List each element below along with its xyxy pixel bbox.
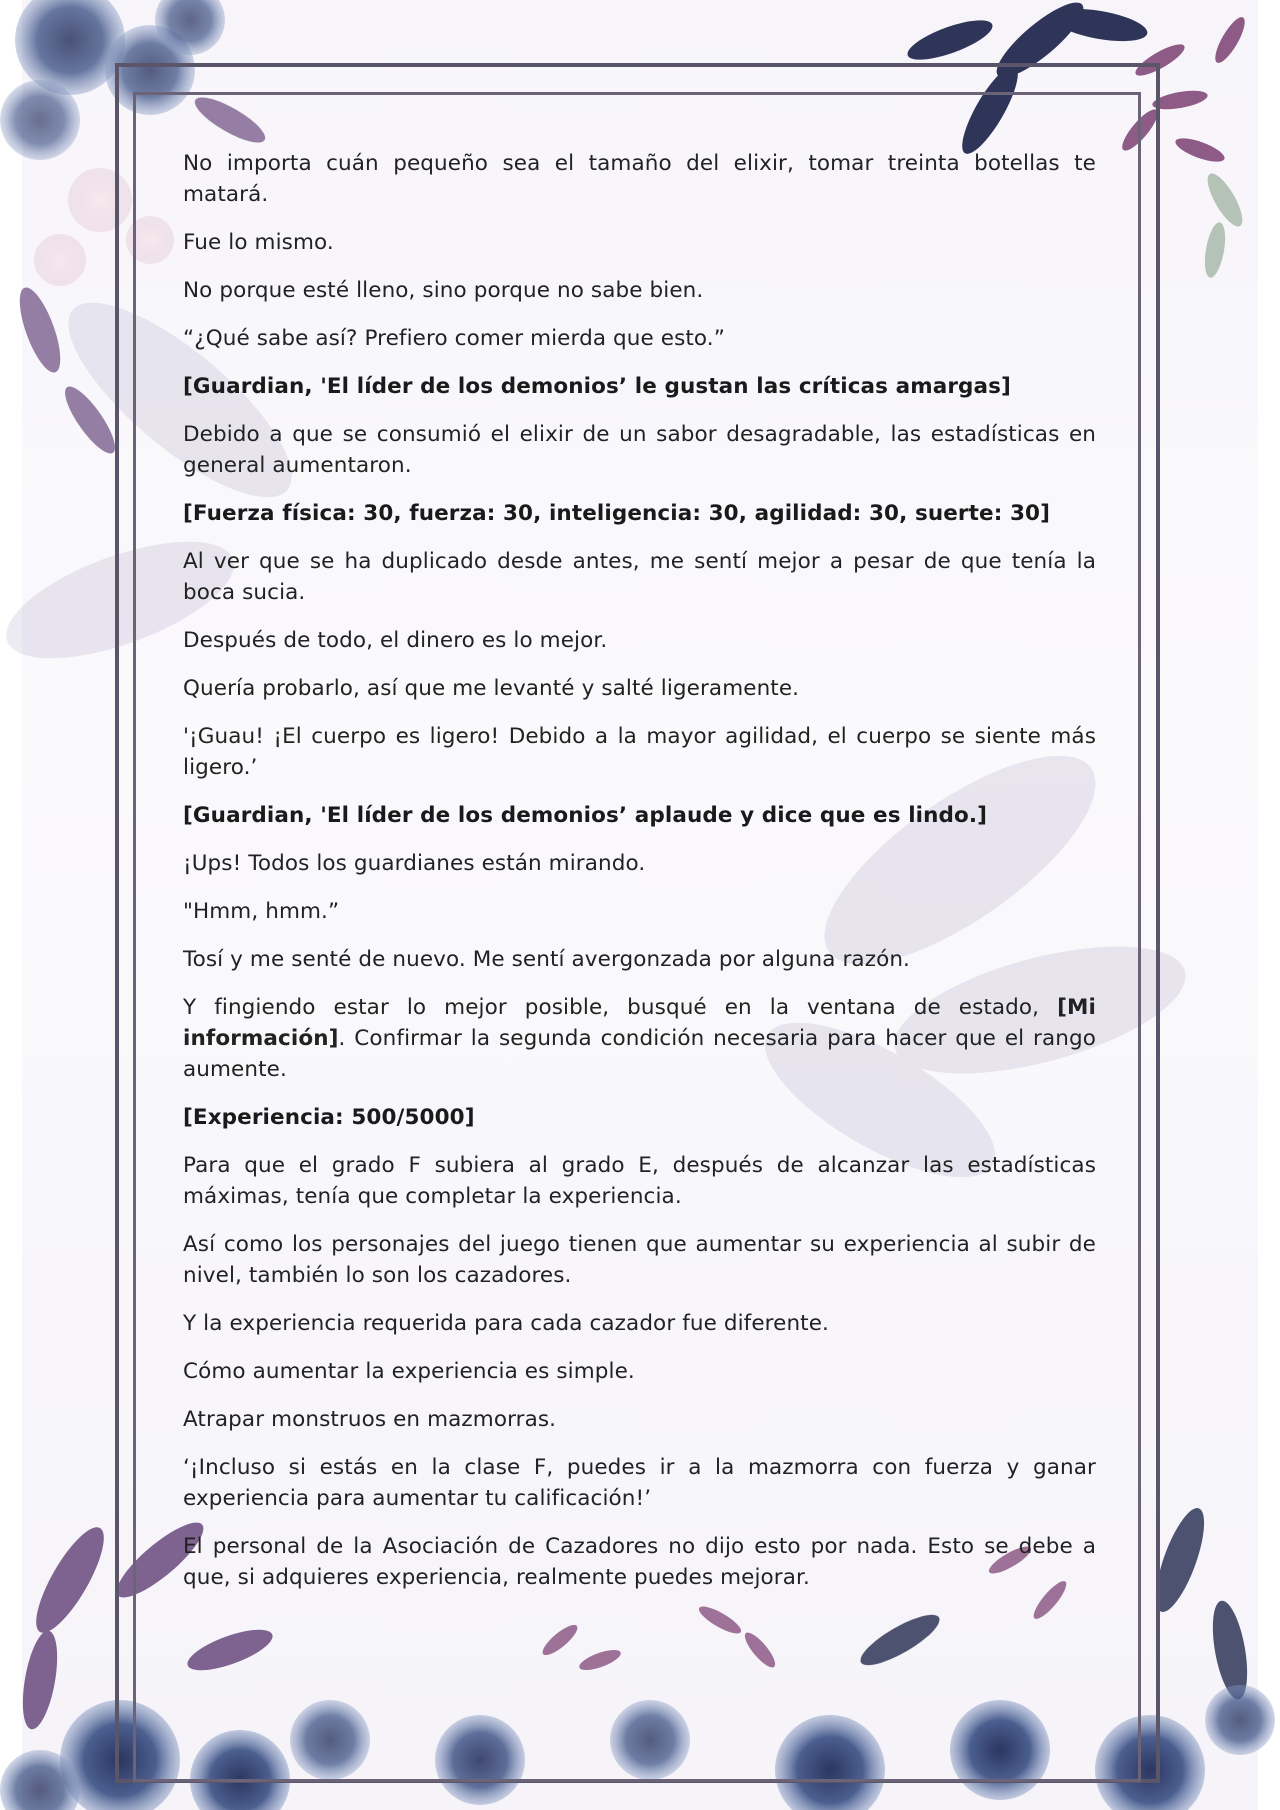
document-body: [183, 148, 1096, 1610]
paragraph: “¿Qué sabe así? Prefiero comer mierda que esto.”: [183, 326, 725, 351]
system-stats-message: [Fuerza física: 30, fuerza: 30, inteligencia: 30, agilidad: 30, suerte: 30]: [183, 501, 1051, 526]
paragraph: Tosí y me senté de nuevo. Me sentí avergonzada por alguna razón.: [183, 947, 910, 972]
paragraph-text: . Confirmar la segunda condición necesaria para hacer que el rango aumente.: [183, 1026, 1096, 1082]
paragraph: ‘¡Incluso si estás en la clase F, puedes ir a la mazmorra con fuerza y ganar experiencia para aumentar tu calificación!’: [183, 1455, 1096, 1511]
system-message: [Guardian, 'El líder de los demonios’ le gustan las críticas amargas]: [183, 374, 1011, 399]
paragraph: Y la experiencia requerida para cada cazador fue diferente.: [183, 1311, 829, 1336]
paragraph: Después de todo, el dinero es lo mejor.: [183, 628, 608, 653]
system-message: [Guardian, 'El líder de los demonios’ aplaude y dice que es lindo.]: [183, 803, 988, 828]
paragraph: El personal de la Asociación de Cazadores no dijo esto por nada. Esto se debe a que, si adquieres experiencia, realmente puedes mejorar.: [183, 1534, 1096, 1590]
paragraph: Quería probarlo, así que me levanté y salté ligeramente.: [183, 676, 800, 701]
paragraph-text: Y fingiendo estar lo mejor posible, busqué en la ventana de estado,: [183, 995, 1058, 1020]
system-experience-message: [Experiencia: 500/5000]: [183, 1105, 475, 1130]
paragraph: '¡Guau! ¡El cuerpo es ligero! Debido a la mayor agilidad, el cuerpo se siente más ligero.’: [183, 724, 1096, 780]
paragraph-mixed: [183, 992, 1096, 1085]
paragraph: Fue lo mismo.: [183, 230, 334, 255]
paragraph: ¡Ups! Todos los guardianes están mirando.: [183, 851, 646, 876]
paragraph: Cómo aumentar la experiencia es simple.: [183, 1359, 635, 1384]
bold-inline-label: [Mi información]: [183, 995, 1096, 1051]
paragraph: Debido a que se consumió el elixir de un sabor desagradable, las estadísticas en general aumentaron.: [183, 422, 1096, 478]
paragraph: No importa cuán pequeño sea el tamaño del elixir, tomar treinta botellas te matará.: [183, 151, 1096, 207]
paragraph: No porque esté lleno, sino porque no sabe bien.: [183, 278, 704, 303]
paragraph: "Hmm, hmm.”: [183, 899, 340, 924]
paragraph: Así como los personajes del juego tienen que aumentar su experiencia al subir de nivel, también lo son los cazadores.: [183, 1232, 1096, 1288]
paragraph: Para que el grado F subiera al grado E, después de alcanzar las estadísticas máximas, tenía que completar la experiencia.: [183, 1153, 1096, 1209]
paragraph: Atrapar monstruos en mazmorras.: [183, 1407, 557, 1432]
paragraph: Al ver que se ha duplicado desde antes, me sentí mejor a pesar de que tenía la boca sucia.: [183, 549, 1096, 605]
